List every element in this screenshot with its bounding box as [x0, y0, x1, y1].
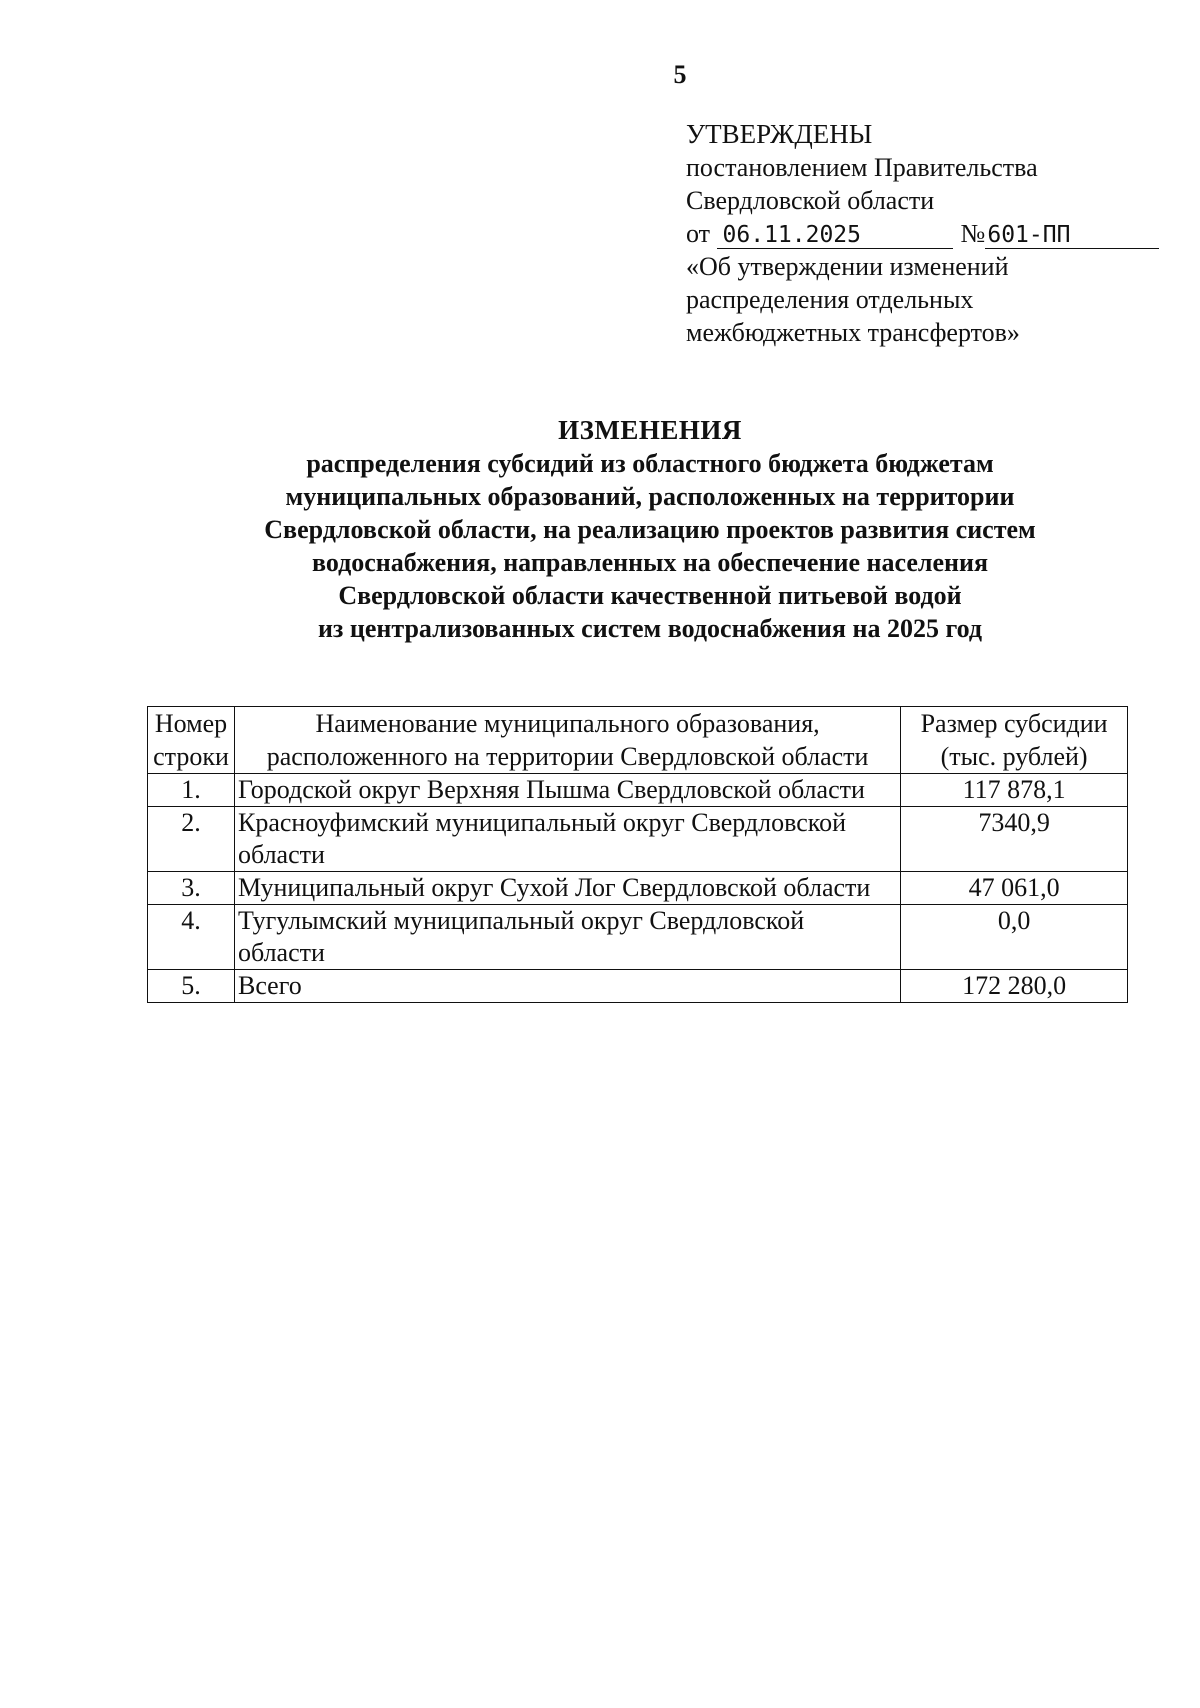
approval-subject-line-1: «Об утверждении изменений	[686, 252, 1009, 281]
decree-number: 601-ПП	[985, 222, 1159, 249]
subtitle-line: Свердловской области, на реализацию проектов развития систем	[264, 515, 1036, 544]
table-header-row	[148, 707, 1128, 774]
subsidy-table	[147, 706, 1128, 1003]
approval-block	[686, 118, 1166, 349]
subsidy-amount: 7340,9	[901, 807, 1128, 872]
table-row	[148, 872, 1128, 905]
subtitle-line: водоснабжения, направленных на обеспечение населения	[311, 548, 989, 577]
header-text: строки	[153, 742, 229, 771]
row-number: 3.	[148, 872, 235, 905]
approval-subject-line-3: межбюджетных трансфертов»	[686, 318, 1020, 347]
header-text: (тыс. рублей)	[940, 742, 1088, 771]
table-row	[148, 807, 1128, 872]
approval-date-line	[686, 217, 1166, 250]
municipality-name: Тугулымский муниципальный округ Свердловской области	[234, 905, 900, 970]
subtitle-line: муниципальных образований, расположенных на территории	[285, 482, 1015, 511]
table-row-total	[148, 970, 1128, 1003]
document-title: ИЗМЕНЕНИЯ	[558, 415, 742, 445]
document-subtitle	[140, 447, 1160, 645]
column-header-row-number	[148, 707, 235, 774]
total-amount: 172 280,0	[901, 970, 1128, 1003]
row-number: 2.	[148, 807, 235, 872]
document-heading	[140, 414, 1160, 645]
subtitle-line: из централизованных систем водоснабжения на 2025 год	[317, 614, 983, 643]
table-row	[148, 774, 1128, 807]
approval-subject-line-2: распределения отдельных	[686, 285, 974, 314]
municipality-name: Муниципальный округ Сухой Лог Свердловской области	[234, 872, 900, 905]
subsidy-amount: 47 061,0	[901, 872, 1128, 905]
column-header-subsidy-amount	[901, 707, 1128, 774]
subtitle-line: распределения субсидий из областного бюджета бюджетам	[306, 449, 994, 478]
row-number: 5.	[148, 970, 235, 1003]
approval-status: УТВЕРЖДЕНЫ	[686, 119, 873, 149]
column-header-municipality	[234, 707, 900, 774]
date-prefix: от	[686, 219, 711, 248]
header-text: Номер	[154, 709, 228, 738]
approval-line-1: постановлением Правительства	[686, 153, 1038, 182]
subsidy-amount: 0,0	[901, 905, 1128, 970]
municipality-name: Городской округ Верхняя Пышма Свердловской области	[234, 774, 900, 807]
number-sign: №	[960, 219, 986, 248]
page-number: 5	[673, 60, 687, 89]
municipality-name: Красноуфимский муниципальный округ Свердловской области	[234, 807, 900, 872]
subsidy-amount: 117 878,1	[901, 774, 1128, 807]
approval-line-2: Свердловской области	[686, 186, 935, 215]
row-number: 4.	[148, 905, 235, 970]
subtitle-line: Свердловской области качественной питьевой водой	[338, 581, 962, 610]
header-text: расположенного на территории Свердловской области	[266, 742, 869, 771]
decree-date: 06.11.2025	[717, 222, 953, 249]
table-row	[148, 905, 1128, 970]
header-text: Наименование муниципального образования,	[315, 709, 820, 738]
row-number: 1.	[148, 774, 235, 807]
header-text: Размер субсидии	[920, 709, 1108, 738]
total-label: Всего	[234, 970, 900, 1003]
